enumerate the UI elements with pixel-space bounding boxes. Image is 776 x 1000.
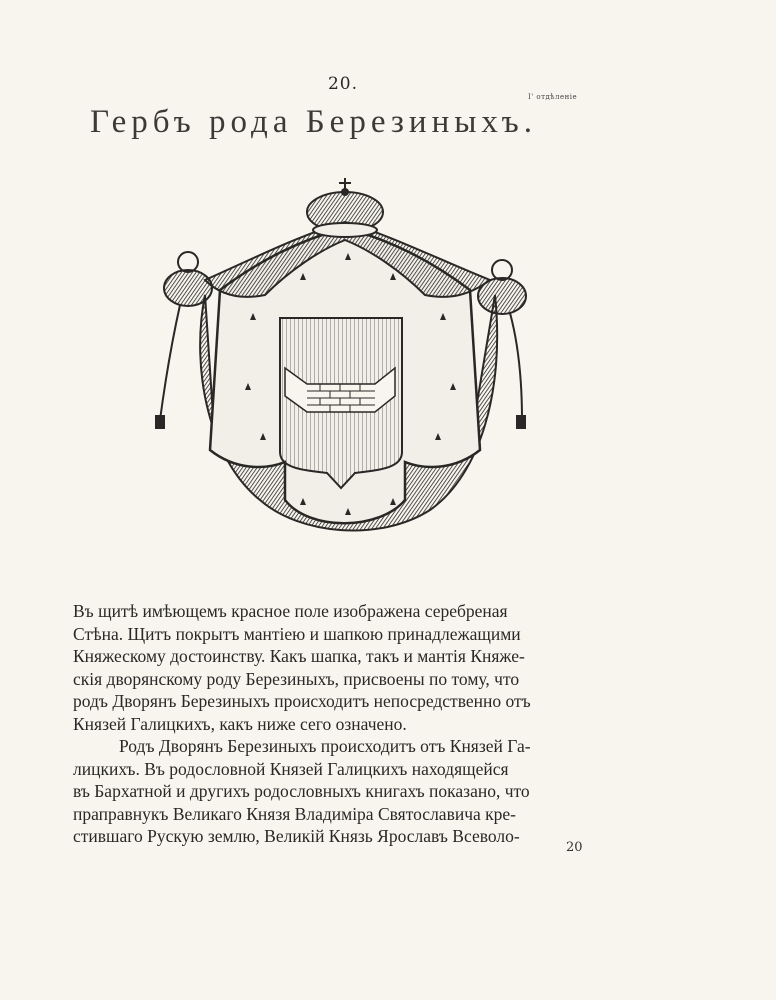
body-text <box>73 600 618 848</box>
paragraph2-line: праправнукъ Великаго Князя Владиміра Святославича кре- <box>73 803 516 824</box>
paragraph2-line: лицкихъ. Въ родословной Князей Галицкихъ находящейся <box>73 758 509 779</box>
paragraph1-line: Въ щитѣ имѣющемъ красное поле изображена серебреная <box>73 601 508 621</box>
paragraph1-line: Стѣна. Щитъ покрытъ мантіею и шапкою принадлежащими <box>73 623 521 644</box>
princely-cap <box>307 178 383 237</box>
paragraph1-line: родъ Дворянъ Березиныхъ происходитъ непосредственно отъ <box>73 691 531 711</box>
folio-number: 20 <box>566 840 583 855</box>
paragraph2-line: въ Бархатной и другихъ родословныхъ книгахъ показано, что <box>73 781 530 801</box>
paragraph1-line: Князей Галицкихъ, какъ ниже сего означено. <box>73 713 407 734</box>
paragraph2-line: Родъ Дворянъ Березиныхъ происходитъ отъ Князей Га- <box>119 736 531 756</box>
paragraph2-line: стившаго Рускую землю, Великій Князь Ярославъ Всеволо- <box>73 826 520 846</box>
paragraph1-line: скія дворянскому роду Березиныхъ, присвоены по тому, что <box>73 668 520 689</box>
page-title: Гербъ рода Березиныхъ. <box>90 104 537 140</box>
shield <box>280 318 402 488</box>
paragraph1-line: Княжескому достоинству. Какъ шапка, такъ и мантія Княже- <box>73 646 525 666</box>
section-note: I' отдѣленіе <box>528 93 578 101</box>
page-number: 20. <box>327 74 359 94</box>
coat-of-arms-illustration <box>150 170 540 555</box>
